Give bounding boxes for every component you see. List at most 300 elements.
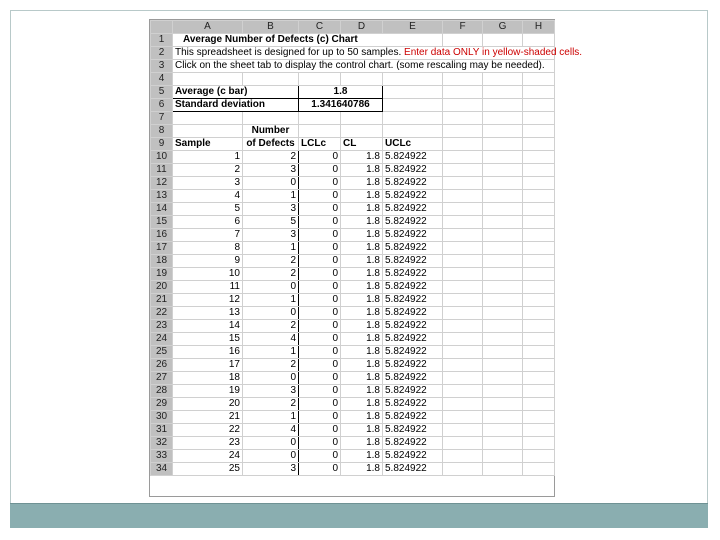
row-header[interactable]: 26 [151, 359, 173, 372]
cell[interactable] [523, 359, 555, 372]
row-header[interactable]: 32 [151, 437, 173, 450]
cl-cell[interactable]: 1.8 [341, 242, 383, 255]
cell[interactable] [483, 73, 523, 86]
sample-cell[interactable]: 2 [173, 164, 243, 177]
defects-cell[interactable]: 0 [243, 450, 299, 463]
cell[interactable] [443, 372, 483, 385]
cell[interactable] [523, 463, 555, 476]
cl-cell[interactable]: 1.8 [341, 372, 383, 385]
cell[interactable] [523, 138, 555, 151]
ucl-cell[interactable]: 5.824922 [383, 450, 443, 463]
cell[interactable] [443, 450, 483, 463]
row-header[interactable]: 34 [151, 463, 173, 476]
cell[interactable] [483, 190, 523, 203]
cell[interactable] [523, 411, 555, 424]
cell[interactable] [523, 99, 555, 112]
cell[interactable] [483, 164, 523, 177]
stddev-value[interactable]: 1.341640786 [299, 99, 383, 112]
sample-cell[interactable]: 21 [173, 411, 243, 424]
sample-cell[interactable]: 3 [173, 177, 243, 190]
instruction-note[interactable] [173, 47, 583, 60]
sample-cell[interactable]: 13 [173, 307, 243, 320]
cell[interactable] [523, 450, 555, 463]
ucl-cell[interactable]: 5.824922 [383, 398, 443, 411]
average-value[interactable]: 1.8 [299, 86, 383, 99]
cell[interactable] [443, 203, 483, 216]
lcl-cell[interactable]: 0 [299, 333, 341, 346]
cl-cell[interactable]: 1.8 [341, 177, 383, 190]
defects-cell[interactable]: 4 [243, 333, 299, 346]
cell[interactable] [443, 255, 483, 268]
sample-cell[interactable]: 10 [173, 268, 243, 281]
lcl-cell[interactable]: 0 [299, 450, 341, 463]
ucl-cell[interactable]: 5.824922 [383, 203, 443, 216]
header-sample[interactable]: Sample [173, 138, 243, 151]
cell[interactable] [443, 86, 483, 99]
instruction-note-2[interactable]: Click on the sheet tab to display the control chart. (some rescaling may be needed). [173, 60, 555, 73]
sample-cell[interactable]: 17 [173, 359, 243, 372]
defects-cell[interactable]: 2 [243, 320, 299, 333]
cell[interactable] [523, 398, 555, 411]
cell[interactable] [243, 73, 299, 86]
cell[interactable] [443, 268, 483, 281]
row-header[interactable]: 3 [151, 60, 173, 73]
row-header[interactable]: 22 [151, 307, 173, 320]
defects-cell[interactable]: 0 [243, 177, 299, 190]
lcl-cell[interactable]: 0 [299, 216, 341, 229]
cell[interactable] [299, 112, 341, 125]
cell[interactable] [483, 333, 523, 346]
defects-cell[interactable]: 0 [243, 281, 299, 294]
cell[interactable] [523, 73, 555, 86]
header-cl[interactable]: CL [341, 138, 383, 151]
cell[interactable] [443, 359, 483, 372]
cell[interactable] [443, 463, 483, 476]
cell[interactable] [523, 125, 555, 138]
defects-cell[interactable]: 1 [243, 242, 299, 255]
row-header[interactable]: 17 [151, 242, 173, 255]
defects-cell[interactable]: 1 [243, 294, 299, 307]
ucl-cell[interactable]: 5.824922 [383, 463, 443, 476]
cell[interactable] [443, 411, 483, 424]
cell[interactable] [443, 437, 483, 450]
cell[interactable] [483, 359, 523, 372]
row-header[interactable]: 2 [151, 47, 173, 60]
row-header[interactable]: 16 [151, 229, 173, 242]
cell[interactable] [383, 112, 443, 125]
cell[interactable] [299, 73, 341, 86]
defects-cell[interactable]: 0 [243, 307, 299, 320]
cell[interactable] [483, 151, 523, 164]
row-header[interactable]: 15 [151, 216, 173, 229]
cell[interactable] [523, 385, 555, 398]
cell[interactable] [483, 307, 523, 320]
cell[interactable] [243, 112, 299, 125]
defects-cell[interactable]: 3 [243, 463, 299, 476]
cell[interactable] [443, 307, 483, 320]
sample-cell[interactable]: 9 [173, 255, 243, 268]
row-header[interactable]: 9 [151, 138, 173, 151]
cell[interactable] [483, 281, 523, 294]
cell[interactable] [523, 164, 555, 177]
cell[interactable] [523, 190, 555, 203]
cell[interactable] [383, 99, 443, 112]
defects-cell[interactable]: 3 [243, 164, 299, 177]
ucl-cell[interactable]: 5.824922 [383, 216, 443, 229]
row-header[interactable]: 12 [151, 177, 173, 190]
lcl-cell[interactable]: 0 [299, 229, 341, 242]
cell[interactable] [443, 112, 483, 125]
cell[interactable] [443, 216, 483, 229]
ucl-cell[interactable]: 5.824922 [383, 268, 443, 281]
cell[interactable] [523, 242, 555, 255]
lcl-cell[interactable]: 0 [299, 398, 341, 411]
cell[interactable] [443, 138, 483, 151]
cl-cell[interactable]: 1.8 [341, 463, 383, 476]
cell[interactable] [483, 385, 523, 398]
cl-cell[interactable]: 1.8 [341, 359, 383, 372]
lcl-cell[interactable]: 0 [299, 177, 341, 190]
column-header[interactable]: F [443, 21, 483, 34]
cell[interactable] [523, 281, 555, 294]
row-header[interactable]: 14 [151, 203, 173, 216]
row-header[interactable]: 31 [151, 424, 173, 437]
column-header[interactable]: E [383, 21, 443, 34]
row-header[interactable]: 5 [151, 86, 173, 99]
row-header[interactable]: 11 [151, 164, 173, 177]
cell[interactable] [483, 86, 523, 99]
cell[interactable] [483, 320, 523, 333]
table-row [151, 177, 555, 190]
cell[interactable] [341, 112, 383, 125]
stddev-label[interactable]: Standard deviation [173, 99, 299, 112]
cl-cell[interactable]: 1.8 [341, 229, 383, 242]
row-header[interactable]: 4 [151, 73, 173, 86]
ucl-cell[interactable]: 5.824922 [383, 255, 443, 268]
cell[interactable] [443, 190, 483, 203]
header-defects[interactable]: of Defects [243, 138, 299, 151]
row-header[interactable]: 24 [151, 333, 173, 346]
cell[interactable] [523, 151, 555, 164]
cell[interactable] [443, 99, 483, 112]
defects-cell[interactable]: 4 [243, 424, 299, 437]
cl-cell[interactable]: 1.8 [341, 307, 383, 320]
defects-cell[interactable]: 0 [243, 437, 299, 450]
header-number[interactable]: Number [243, 125, 299, 138]
defects-cell[interactable]: 1 [243, 411, 299, 424]
cell[interactable] [523, 255, 555, 268]
sample-cell[interactable]: 14 [173, 320, 243, 333]
cell[interactable] [443, 177, 483, 190]
ucl-cell[interactable]: 5.824922 [383, 346, 443, 359]
defects-cell[interactable]: 2 [243, 268, 299, 281]
sample-cell[interactable]: 8 [173, 242, 243, 255]
cell[interactable] [523, 203, 555, 216]
ucl-cell[interactable]: 5.824922 [383, 359, 443, 372]
row-header[interactable]: 7 [151, 112, 173, 125]
defects-cell[interactable]: 3 [243, 229, 299, 242]
sample-cell[interactable]: 24 [173, 450, 243, 463]
row-header[interactable]: 6 [151, 99, 173, 112]
row-header[interactable]: 8 [151, 125, 173, 138]
average-label[interactable]: Average (c bar) [173, 86, 299, 99]
ucl-cell[interactable]: 5.824922 [383, 242, 443, 255]
sample-cell[interactable]: 23 [173, 437, 243, 450]
cell[interactable] [443, 333, 483, 346]
sample-cell[interactable]: 4 [173, 190, 243, 203]
ucl-cell[interactable]: 5.824922 [383, 229, 443, 242]
defects-cell[interactable]: 1 [243, 346, 299, 359]
defects-cell[interactable]: 2 [243, 359, 299, 372]
cell[interactable] [383, 125, 443, 138]
sample-cell[interactable]: 1 [173, 151, 243, 164]
cell[interactable] [523, 437, 555, 450]
table-row [151, 385, 555, 398]
column-header[interactable]: A [173, 21, 243, 34]
ucl-cell[interactable]: 5.824922 [383, 177, 443, 190]
lcl-cell[interactable]: 0 [299, 359, 341, 372]
lcl-cell[interactable]: 0 [299, 424, 341, 437]
row-header[interactable]: 23 [151, 320, 173, 333]
row-header[interactable]: 21 [151, 294, 173, 307]
cell[interactable] [483, 229, 523, 242]
cl-cell[interactable]: 1.8 [341, 294, 383, 307]
sample-cell[interactable]: 5 [173, 203, 243, 216]
cell[interactable] [483, 268, 523, 281]
cell[interactable] [523, 177, 555, 190]
cell[interactable] [523, 346, 555, 359]
row-header[interactable]: 29 [151, 398, 173, 411]
cell[interactable] [383, 73, 443, 86]
sample-cell[interactable]: 12 [173, 294, 243, 307]
cell[interactable] [483, 294, 523, 307]
cell[interactable] [443, 242, 483, 255]
cell[interactable] [443, 34, 483, 47]
cell[interactable] [443, 320, 483, 333]
cell[interactable] [443, 398, 483, 411]
cell[interactable] [383, 86, 443, 99]
sheet-row [151, 86, 555, 99]
ucl-cell[interactable]: 5.824922 [383, 164, 443, 177]
row-header[interactable]: 10 [151, 151, 173, 164]
row-header[interactable]: 1 [151, 34, 173, 47]
ucl-cell[interactable]: 5.824922 [383, 294, 443, 307]
cell[interactable] [523, 268, 555, 281]
sample-cell[interactable]: 20 [173, 398, 243, 411]
cell[interactable] [483, 177, 523, 190]
row-header[interactable]: 18 [151, 255, 173, 268]
cl-cell[interactable]: 1.8 [341, 411, 383, 424]
cell[interactable] [483, 216, 523, 229]
ucl-cell[interactable]: 5.824922 [383, 151, 443, 164]
cl-cell[interactable]: 1.8 [341, 255, 383, 268]
sample-cell[interactable]: 7 [173, 229, 243, 242]
cell[interactable] [523, 424, 555, 437]
cell[interactable] [443, 151, 483, 164]
row-header[interactable]: 20 [151, 281, 173, 294]
row-header[interactable]: 27 [151, 372, 173, 385]
cell[interactable] [483, 450, 523, 463]
cell[interactable] [523, 86, 555, 99]
cl-cell[interactable]: 1.8 [341, 437, 383, 450]
sample-cell[interactable]: 19 [173, 385, 243, 398]
cell[interactable] [443, 125, 483, 138]
cell[interactable] [443, 281, 483, 294]
cell[interactable] [341, 73, 383, 86]
ucl-cell[interactable]: 5.824922 [383, 320, 443, 333]
cell[interactable] [523, 372, 555, 385]
cell[interactable] [483, 411, 523, 424]
cell[interactable] [483, 424, 523, 437]
cl-cell[interactable]: 1.8 [341, 424, 383, 437]
column-header[interactable]: C [299, 21, 341, 34]
sheet-title[interactable]: Average Number of Defects (c) Chart [173, 34, 443, 47]
cell[interactable] [483, 34, 523, 47]
row-header[interactable]: 33 [151, 450, 173, 463]
defects-cell[interactable]: 2 [243, 151, 299, 164]
ucl-cell[interactable]: 5.824922 [383, 307, 443, 320]
column-header[interactable]: D [341, 21, 383, 34]
lcl-cell[interactable]: 0 [299, 372, 341, 385]
table-row [151, 216, 555, 229]
lcl-cell[interactable]: 0 [299, 437, 341, 450]
cl-cell[interactable]: 1.8 [341, 281, 383, 294]
cl-cell[interactable]: 1.8 [341, 268, 383, 281]
sample-cell[interactable]: 25 [173, 463, 243, 476]
sample-cell[interactable]: 11 [173, 281, 243, 294]
lcl-cell[interactable]: 0 [299, 151, 341, 164]
lcl-cell[interactable]: 0 [299, 203, 341, 216]
cell[interactable] [523, 112, 555, 125]
defects-cell[interactable]: 0 [243, 372, 299, 385]
column-header[interactable]: G [483, 21, 523, 34]
cl-cell[interactable]: 1.8 [341, 151, 383, 164]
cell[interactable] [443, 73, 483, 86]
column-header[interactable]: H [523, 21, 555, 34]
cell[interactable] [341, 125, 383, 138]
select-all-corner[interactable] [151, 21, 173, 34]
defects-cell[interactable]: 3 [243, 385, 299, 398]
sample-cell[interactable]: 18 [173, 372, 243, 385]
row-header[interactable]: 28 [151, 385, 173, 398]
cell[interactable] [483, 463, 523, 476]
header-lcl[interactable]: LCLc [299, 138, 341, 151]
ucl-cell[interactable]: 5.824922 [383, 437, 443, 450]
row-header[interactable]: 13 [151, 190, 173, 203]
lcl-cell[interactable]: 0 [299, 463, 341, 476]
cell[interactable] [483, 203, 523, 216]
lcl-cell[interactable]: 0 [299, 268, 341, 281]
cell[interactable] [483, 346, 523, 359]
cl-cell[interactable]: 1.8 [341, 320, 383, 333]
slide-footer-bar [10, 503, 708, 528]
ucl-cell[interactable]: 5.824922 [383, 424, 443, 437]
cell[interactable] [483, 138, 523, 151]
lcl-cell[interactable]: 0 [299, 255, 341, 268]
cell[interactable] [483, 437, 523, 450]
cl-cell[interactable]: 1.8 [341, 216, 383, 229]
cl-cell[interactable]: 1.8 [341, 346, 383, 359]
sample-cell[interactable]: 15 [173, 333, 243, 346]
cell[interactable] [483, 242, 523, 255]
spreadsheet[interactable] [149, 19, 583, 497]
sample-cell[interactable]: 6 [173, 216, 243, 229]
lcl-cell[interactable]: 0 [299, 320, 341, 333]
cell[interactable] [483, 112, 523, 125]
cell[interactable] [523, 34, 555, 47]
cell[interactable] [483, 372, 523, 385]
lcl-cell[interactable]: 0 [299, 242, 341, 255]
cl-cell[interactable]: 1.8 [341, 333, 383, 346]
cell[interactable] [523, 307, 555, 320]
lcl-cell[interactable]: 0 [299, 164, 341, 177]
cell[interactable] [173, 73, 243, 86]
lcl-cell[interactable]: 0 [299, 385, 341, 398]
sample-cell[interactable]: 16 [173, 346, 243, 359]
cl-cell[interactable]: 1.8 [341, 164, 383, 177]
cl-cell[interactable]: 1.8 [341, 190, 383, 203]
cl-cell[interactable]: 1.8 [341, 385, 383, 398]
cell[interactable] [443, 385, 483, 398]
cell[interactable] [483, 125, 523, 138]
cell[interactable] [483, 255, 523, 268]
cell[interactable] [523, 216, 555, 229]
cell[interactable] [523, 333, 555, 346]
cell[interactable] [173, 125, 243, 138]
cell[interactable] [443, 229, 483, 242]
cl-cell[interactable]: 1.8 [341, 398, 383, 411]
cell[interactable] [443, 164, 483, 177]
ucl-cell[interactable]: 5.824922 [383, 190, 443, 203]
defects-cell[interactable]: 5 [243, 216, 299, 229]
defects-cell[interactable]: 2 [243, 398, 299, 411]
cell[interactable] [443, 424, 483, 437]
defects-cell[interactable]: 1 [243, 190, 299, 203]
lcl-cell[interactable]: 0 [299, 281, 341, 294]
row-header[interactable]: 30 [151, 411, 173, 424]
sample-cell[interactable]: 22 [173, 424, 243, 437]
cell[interactable] [443, 346, 483, 359]
cell[interactable] [483, 398, 523, 411]
ucl-cell[interactable]: 5.824922 [383, 372, 443, 385]
ucl-cell[interactable]: 5.824922 [383, 385, 443, 398]
lcl-cell[interactable]: 0 [299, 411, 341, 424]
defects-cell[interactable]: 2 [243, 255, 299, 268]
ucl-cell[interactable]: 5.824922 [383, 333, 443, 346]
cell[interactable] [523, 320, 555, 333]
cl-cell[interactable]: 1.8 [341, 203, 383, 216]
row-header[interactable]: 25 [151, 346, 173, 359]
column-header[interactable]: B [243, 21, 299, 34]
cell[interactable] [523, 229, 555, 242]
cell[interactable] [299, 125, 341, 138]
ucl-cell[interactable]: 5.824922 [383, 281, 443, 294]
lcl-cell[interactable]: 0 [299, 294, 341, 307]
sheet-row [151, 60, 555, 73]
cl-cell[interactable]: 1.8 [341, 450, 383, 463]
defects-cell[interactable]: 3 [243, 203, 299, 216]
cell[interactable] [443, 294, 483, 307]
header-ucl[interactable]: UCLc [383, 138, 443, 151]
lcl-cell[interactable]: 0 [299, 190, 341, 203]
lcl-cell[interactable]: 0 [299, 346, 341, 359]
row-header[interactable]: 19 [151, 268, 173, 281]
lcl-cell[interactable]: 0 [299, 307, 341, 320]
ucl-cell[interactable]: 5.824922 [383, 411, 443, 424]
cell[interactable] [483, 99, 523, 112]
cell[interactable] [173, 112, 243, 125]
cell[interactable] [523, 294, 555, 307]
